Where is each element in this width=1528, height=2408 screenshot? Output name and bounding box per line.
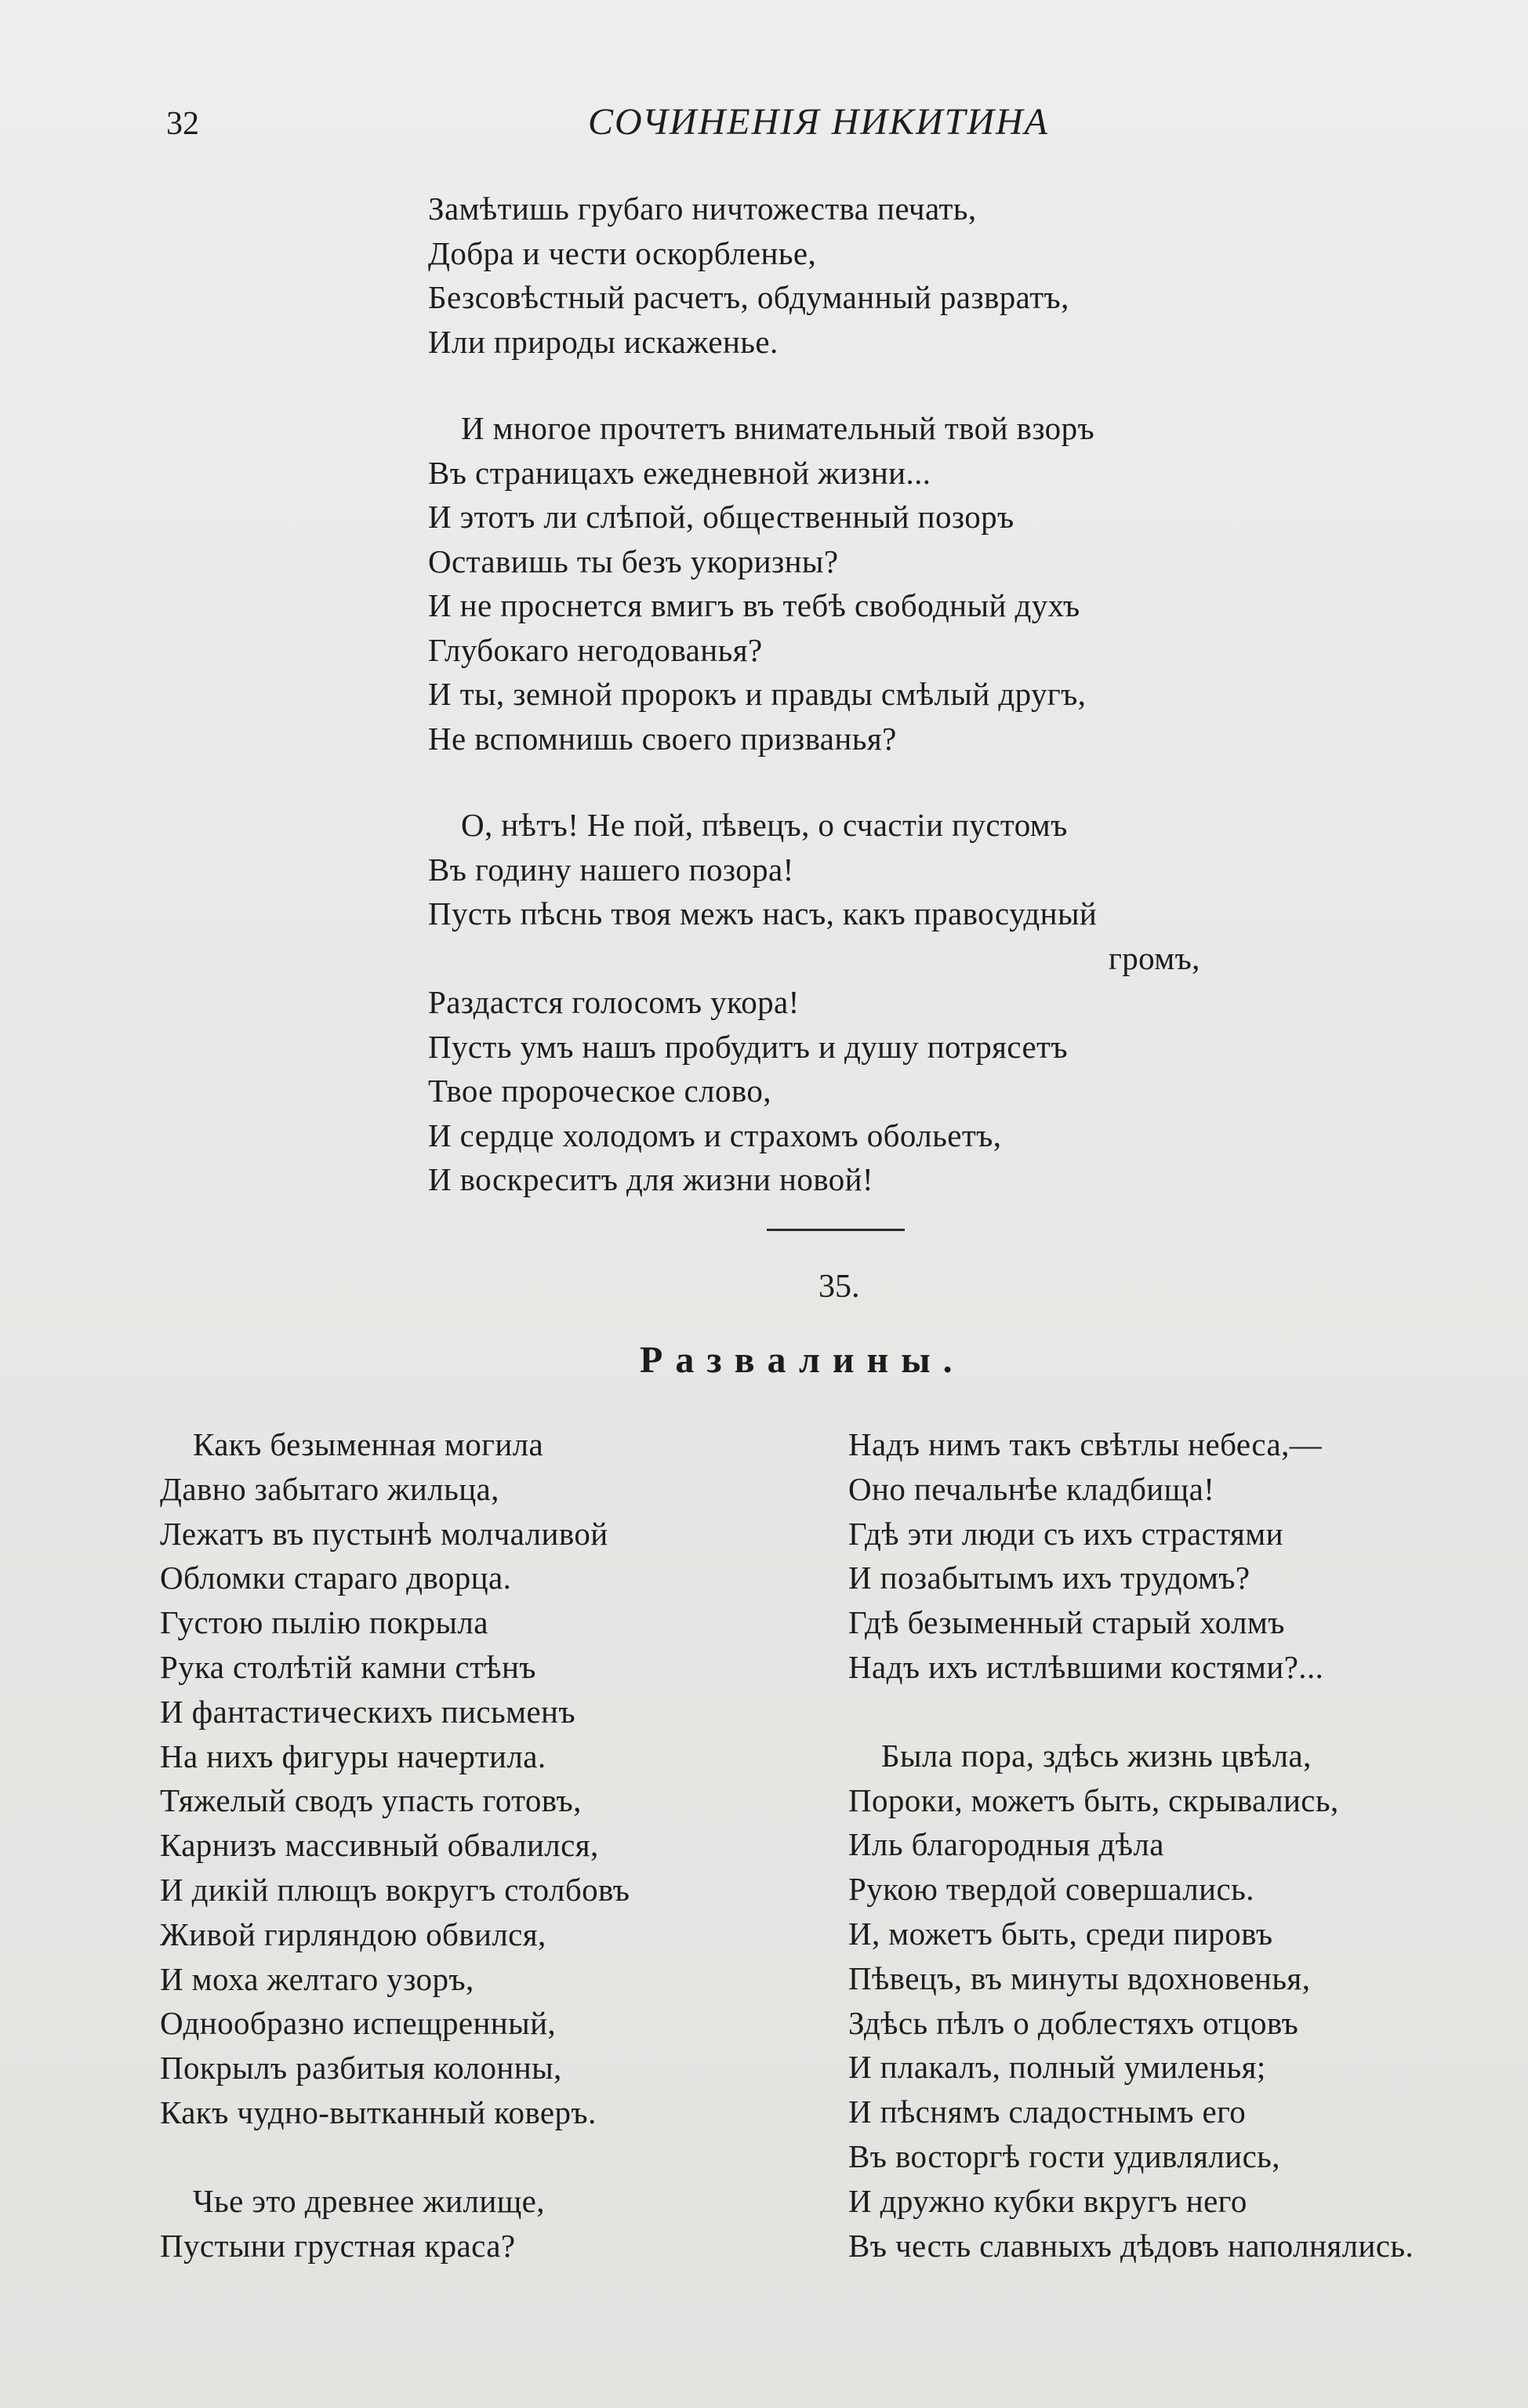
verse-line: Глубокаго негодованья? (428, 631, 763, 668)
stanza-gap (848, 1690, 1523, 1734)
verse-line: Твое пророческое слово, (428, 1073, 771, 1109)
verse-line: Пусть умъ нашъ пробудитъ и душу потрясетъ (428, 1028, 1068, 1065)
verse-line: Обломки стараго дворца. (160, 1560, 512, 1596)
left-column (160, 1422, 818, 2268)
verse-line: И пѣснямъ сладостнымъ его (848, 2094, 1247, 2130)
verse-line: Карнизъ массивный обвалился, (160, 1827, 599, 1864)
verse-line: О, нѣтъ! Не пой, пѣвецъ, о счастіи пустомъ (461, 807, 1068, 843)
verse-line: Въ честь славныхъ дѣдовъ наполнялись. (848, 2227, 1414, 2264)
verse-line: Въ восторгѣ гости удивлялись, (848, 2137, 1280, 2174)
page-number: 32 (166, 106, 199, 142)
verse-line: Гдѣ безыменный старый холмъ (848, 1604, 1285, 1641)
verse-line: Пѣвецъ, въ минуты вдохновенья, (848, 1959, 1311, 1996)
verse-line: Была пора, здѣсь жизнь цвѣла, (881, 1737, 1312, 1774)
verse-line: И дружно кубки вкругъ него (848, 2182, 1247, 2219)
verse-line: Надъ нимъ такъ свѣтлы небеса,— (848, 1426, 1323, 1462)
continued-poem-stanza-3 (428, 803, 1290, 1202)
verse-line: Пусть пѣснь твоя межъ насъ, какъ правосудный (428, 895, 1098, 932)
running-title: СОЧИНЕНІЯ НИКИТИНА (588, 101, 1049, 143)
verse-line: И, можетъ быть, среди пировъ (848, 1915, 1273, 1952)
verse-line: Иль благородныя дѣла (848, 1826, 1164, 1863)
verse-line: И воскреситъ для жизни новой! (428, 1161, 874, 1197)
verse-line: Гдѣ эти люди съ ихъ страстями (848, 1515, 1283, 1552)
section-separator (767, 1229, 905, 1231)
poem-title: Развалины. (640, 1339, 965, 1381)
poem-number: 35. (818, 1269, 860, 1305)
verse-line: Давно забытаго жильца, (160, 1470, 499, 1507)
verse-line: Не вспомнишь своего призванья? (428, 720, 897, 757)
verse-line: Надъ ихъ истлѣвшими костями?... (848, 1648, 1324, 1685)
right-column (848, 1422, 1523, 2268)
verse-line: Живой гирляндою обвился, (160, 1916, 546, 1952)
verse-line: И сердце холодомъ и страхомъ обольетъ, (428, 1117, 1002, 1153)
verse-line: Добра и чести оскорбленье, (428, 234, 817, 271)
verse-line: Покрылъ разбитыя колонны, (160, 2050, 562, 2087)
verse-line: И фантастическихъ письменъ (160, 1693, 575, 1730)
verse-line: И этотъ ли слѣпой, общественный позоръ (428, 499, 1014, 535)
verse-line: И дикій плющъ вокругъ столбовъ (160, 1871, 630, 1908)
verse-line: Безсовѣстный расчетъ, обдуманный развратъ, (428, 279, 1069, 315)
verse-line: Лежатъ въ пустынѣ молчаливой (160, 1515, 608, 1552)
verse-line: Замѣтишь грубаго ничтожества печать, (428, 191, 977, 227)
verse-line: Оно печальнѣе кладбища! (848, 1470, 1215, 1507)
verse-line: Въ страницахъ ежедневной жизни... (428, 454, 931, 491)
verse-line: Чье это древнее жилище, (193, 2182, 545, 2219)
verse-line: Пустыни грустная краса? (160, 2227, 516, 2264)
verse-line: И позабытымъ ихъ трудомъ? (848, 1560, 1250, 1596)
verse-line: Тяжелый сводъ упасть готовъ, (160, 1782, 582, 1819)
verse-line: Пороки, можетъ быть, скрывались, (848, 1781, 1339, 1818)
verse-line: Однообразно испещренный, (160, 2005, 557, 2042)
verse-line: Рукою твердой совершались. (848, 1871, 1254, 1908)
verse-line: На нихъ фигуры начертила. (160, 1738, 546, 1774)
verse-line: Раздастся голосомъ укора! (428, 984, 800, 1020)
verse-line: Рука столѣтій камни стѣнъ (160, 1648, 536, 1685)
verse-line: Или природы искаженье. (428, 323, 779, 360)
stanza-gap (160, 2135, 818, 2179)
verse-line: Какъ безыменная могила (193, 1426, 544, 1462)
verse-line: И плакалъ, полный умиленья; (848, 2049, 1266, 2086)
verse-line: Въ годину нашего позора! (428, 851, 794, 888)
verse-line: Здѣсь пѣлъ о доблестяхъ отцовъ (848, 2004, 1299, 2041)
continued-poem-stanza-1 (428, 187, 1290, 364)
continued-poem-stanza-2 (428, 406, 1290, 761)
verse-line: Густою пылію покрыла (160, 1604, 488, 1641)
verse-line: И ты, земной пророкъ и правды смѣлый другъ, (428, 676, 1087, 712)
verse-line: И многое прочтетъ внимательный твой взоръ (461, 410, 1095, 446)
verse-line: Оставишь ты безъ укоризны? (428, 543, 839, 579)
verse-line: И моха желтаго узоръ, (160, 1960, 474, 1997)
verse-line: Какъ чудно-вытканный коверъ. (160, 2094, 597, 2130)
verse-line: И не проснется вмигъ въ тебѣ свободный духъ (428, 587, 1080, 623)
verse-line-continuation: громъ, (1109, 939, 1200, 976)
